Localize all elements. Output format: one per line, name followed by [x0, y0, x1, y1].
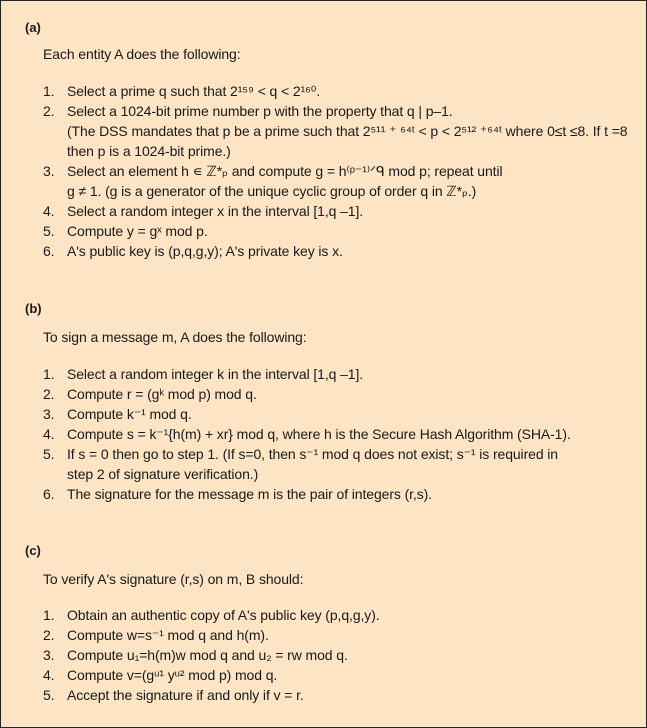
step-number: 6. — [43, 243, 55, 259]
step-text: If s = 0 then go to step 1. (If s=0, then s⁻¹ mod q does not exist; s⁻¹ is required in — [67, 446, 558, 462]
list-item — [43, 685, 633, 705]
step-text: Select an element h ∊ ℤ*ₚ and compute g = h⁽ᵖ⁻¹⁾ᐟᑫ mod p; repeat until — [67, 163, 503, 179]
step-continuation: g ≠ 1. (g is a generator of the unique cyclic group of order q in ℤ*ₚ.) — [67, 183, 477, 199]
section-a-intro: Each entity A does the following: — [43, 46, 241, 62]
step-number: 2. — [43, 627, 55, 643]
list-item — [43, 384, 633, 404]
list-item — [43, 424, 633, 444]
list-item — [43, 665, 633, 685]
list-item — [43, 161, 633, 201]
list-item — [43, 364, 633, 384]
step-number: 5. — [43, 223, 55, 239]
step-text: Compute r = (gᵏ mod p) mod q. — [67, 386, 257, 402]
step-number: 6. — [43, 486, 55, 502]
section-a-steps — [43, 81, 633, 261]
list-item — [43, 241, 633, 261]
step-text: Select a prime q such that 2¹⁵⁹ < q < 2¹⁶⁰. — [67, 83, 321, 99]
step-number: 4. — [43, 203, 55, 219]
step-number: 3. — [43, 163, 55, 179]
step-number: 5. — [43, 687, 55, 703]
section-b-intro: To sign a message m, A does the following: — [43, 329, 307, 345]
list-item — [43, 404, 633, 424]
step-number: 1. — [43, 366, 55, 382]
step-number: 1. — [43, 607, 55, 623]
section-b-label: (b) — [25, 301, 42, 316]
list-item — [43, 101, 633, 161]
step-text: A's public key is (p,q,g,y); A's private key is x. — [67, 243, 343, 259]
step-number: 3. — [43, 406, 55, 422]
list-item — [43, 605, 633, 625]
step-number: 2. — [43, 386, 55, 402]
list-item — [43, 221, 633, 241]
list-item — [43, 484, 633, 504]
step-number: 4. — [43, 667, 55, 683]
list-item — [43, 645, 633, 665]
list-item — [43, 201, 633, 221]
step-text: Accept the signature if and only if v = r. — [67, 687, 304, 703]
section-c-label: (c) — [25, 543, 41, 558]
step-number: 3. — [43, 647, 55, 663]
list-item — [43, 444, 633, 484]
step-text: Compute y = gˣ mod p. — [67, 223, 208, 239]
step-text: Compute v=(gᵘ¹ yᵘ² mod p) mod q. — [67, 667, 278, 683]
step-text: Select a random integer k in the interval [1,q –1]. — [67, 366, 364, 382]
section-b-steps — [43, 364, 633, 504]
step-text: Obtain an authentic copy of A's public key (p,q,g,y). — [67, 607, 380, 623]
step-number: 2. — [43, 103, 55, 119]
section-c-steps — [43, 605, 633, 705]
section-a-label: (a) — [25, 20, 41, 35]
step-number: 4. — [43, 426, 55, 442]
step-text: Select a random integer x in the interval [1,q –1]. — [67, 203, 364, 219]
step-continuation: (The DSS mandates that p be a prime such that 2⁵¹¹ ⁺ ⁶⁴ᵗ < p < 2⁵¹² ⁺⁶⁴ᵗ where 0≤t ≤8. If t =8 then p is a 1024-bit prime.) — [67, 123, 628, 159]
step-continuation: step 2 of signature verification.) — [67, 466, 259, 482]
step-text: Select a 1024-bit prime number p with the property that q | p–1. — [67, 103, 453, 119]
list-item — [43, 625, 633, 645]
step-text: Compute w=s⁻¹ mod q and h(m). — [67, 627, 269, 643]
list-item — [43, 81, 633, 101]
step-number: 5. — [43, 446, 55, 462]
step-text: Compute s = k⁻¹{h(m) + xr} mod q, where h is the Secure Hash Algorithm (SHA-1). — [67, 426, 571, 442]
step-text: The signature for the message m is the pair of integers (r,s). — [67, 486, 432, 502]
step-number: 1. — [43, 83, 55, 99]
section-c-intro: To verify A's signature (r,s) on m, B should: — [43, 571, 304, 587]
step-text: Compute u₁=h(m)w mod q and u₂ = rw mod q. — [67, 647, 348, 663]
step-text: Compute k⁻¹ mod q. — [67, 406, 192, 422]
